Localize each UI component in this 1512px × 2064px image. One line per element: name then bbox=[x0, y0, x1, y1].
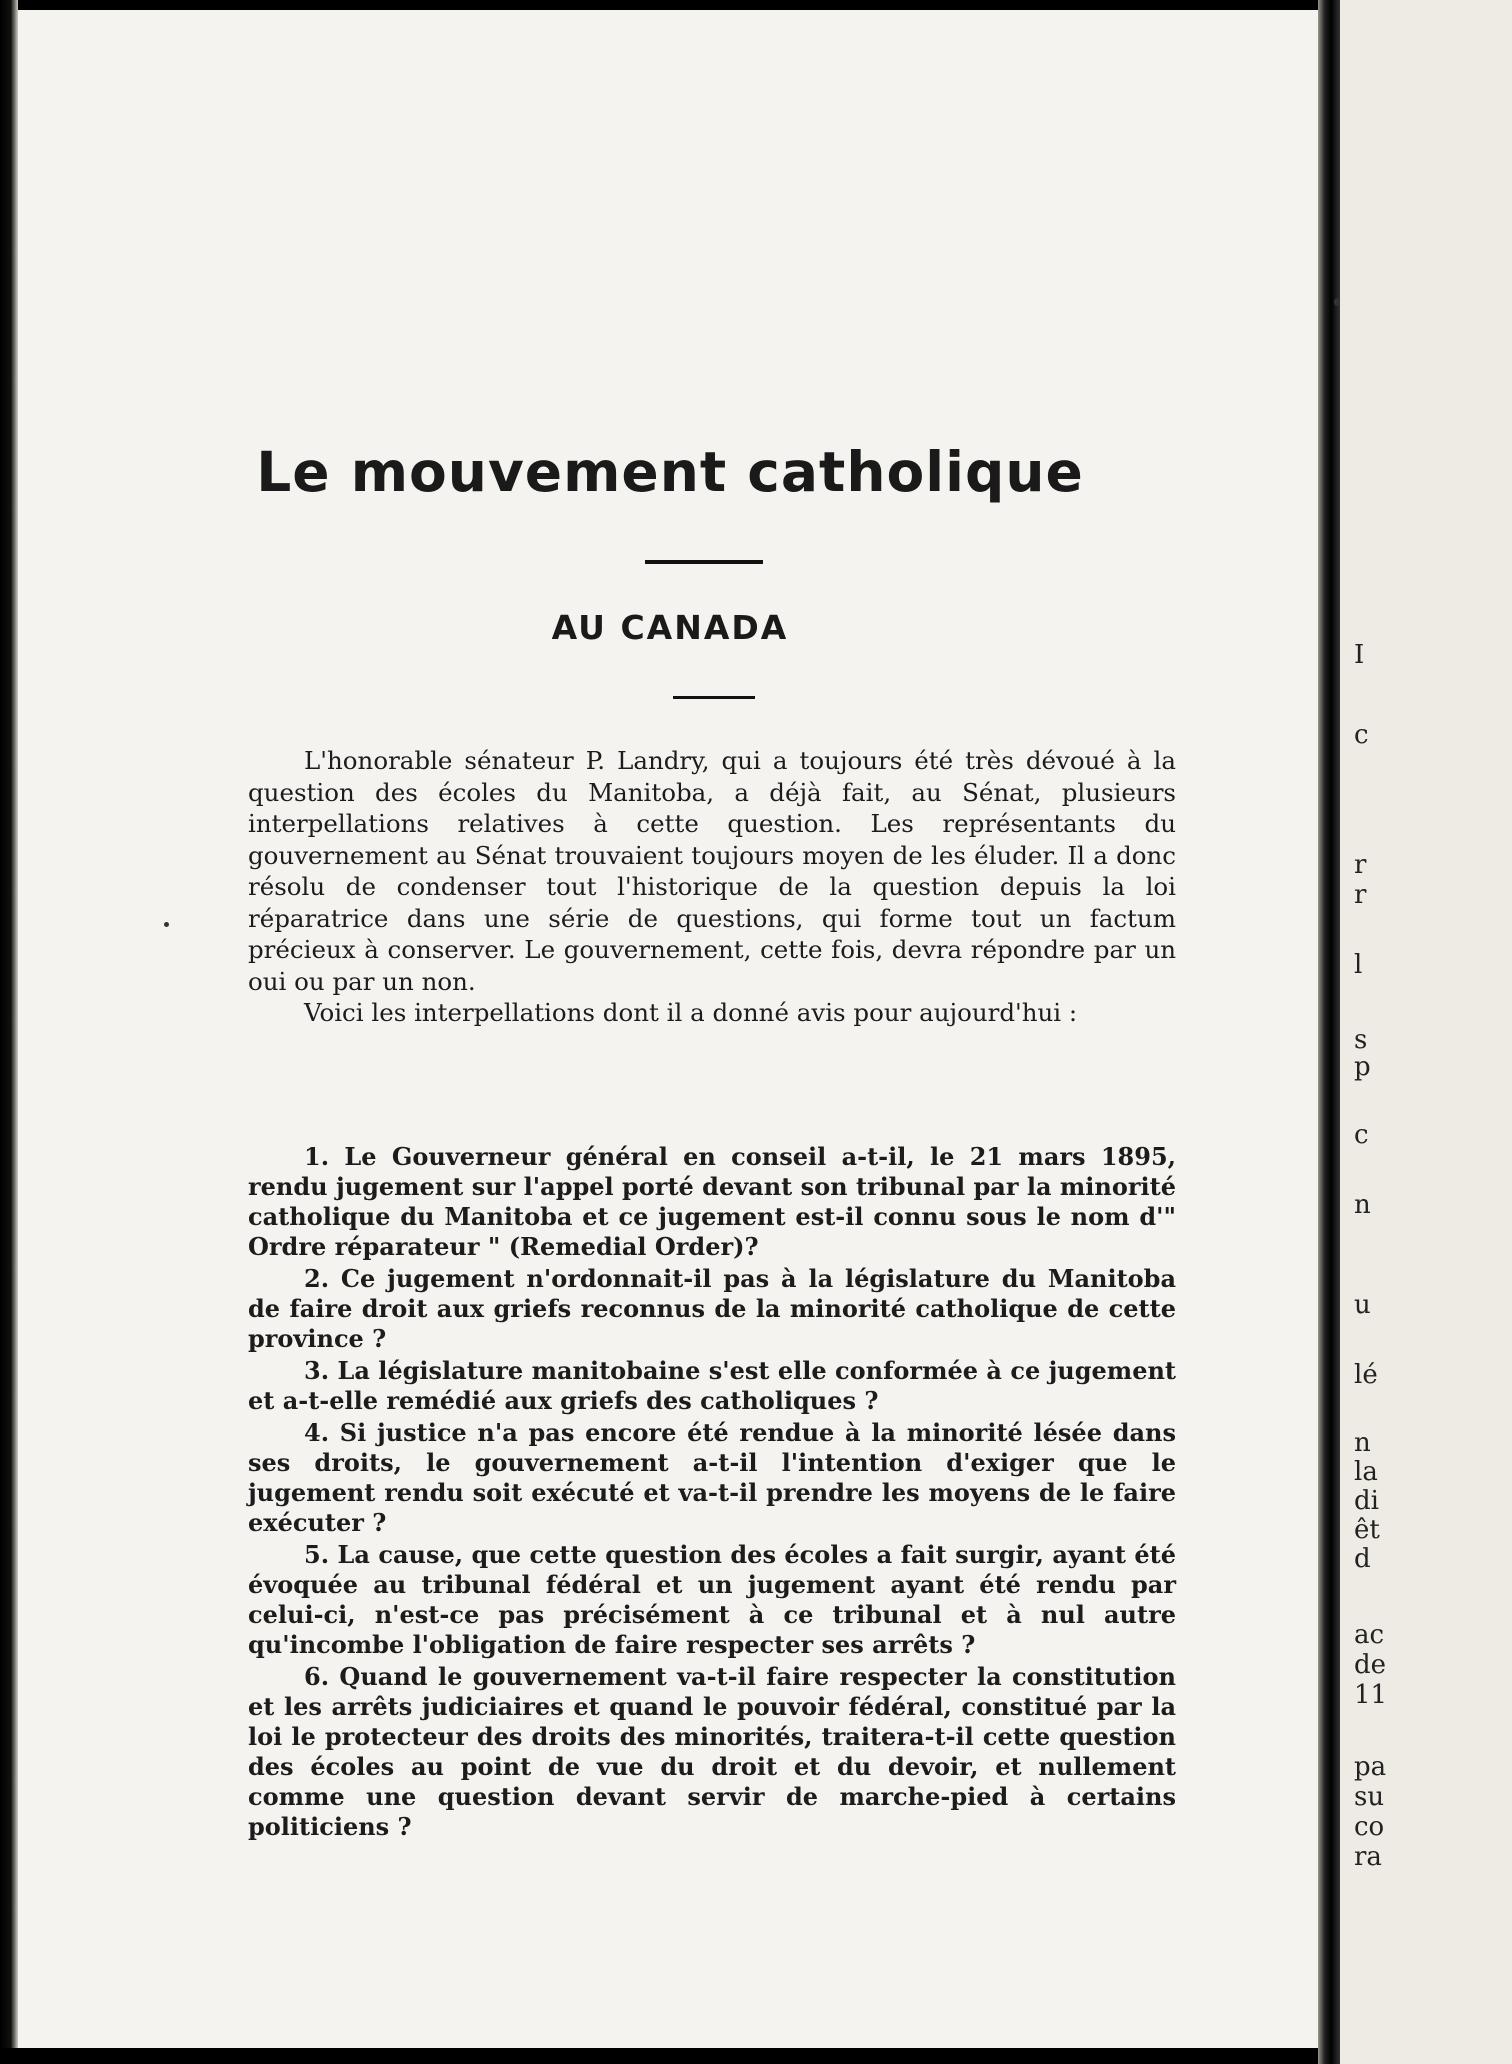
margin-fragment: r bbox=[1354, 880, 1367, 910]
facing-page-fragment bbox=[1340, 0, 1512, 2064]
margin-fragment: la bbox=[1354, 1457, 1378, 1487]
margin-fragment: c bbox=[1354, 1120, 1369, 1150]
intro-paragraph: Voici les interpellations dont il a donné avis pour aujourd'hui : bbox=[304, 998, 1078, 1027]
margin-fragment: n bbox=[1354, 1190, 1371, 1220]
margin-fragment: l bbox=[1354, 950, 1363, 980]
page-title: Le mouvement catholique bbox=[256, 440, 1084, 504]
margin-fragment: pa bbox=[1354, 1752, 1387, 1782]
margin-fragment: di bbox=[1354, 1486, 1379, 1516]
scan-speck bbox=[164, 922, 169, 927]
question-item: 5. La cause, que cette question des écoles a fait surgir, ayant été évoquée au tribunal fédéral et un jugement ayant été rendu par celui-ci, n'est-ce pas précisément à ce tribunal et à nul autre qu'incombe l'obligation de faire respecter ses arrêts ? bbox=[248, 1540, 1176, 1659]
page-subtitle: AU CANADA bbox=[551, 608, 789, 647]
margin-fragment: r bbox=[1354, 850, 1367, 880]
question-item: 2. Ce jugement n'ordonnait-il pas à la législature du Manitoba de faire droit aux griefs reconnus de la minorité catholique de cette province ? bbox=[248, 1264, 1176, 1353]
margin-fragment: s bbox=[1354, 1025, 1368, 1055]
margin-fragment: de bbox=[1354, 1650, 1387, 1680]
intro-paragraph: L'honorable sénateur P. Landry, qui a toujours été très dévoué à la question des écoles du Manitoba, a déjà fait, au Sénat, plusieurs interpellations relatives à cette question. Les représentants du gouvernement au Sénat trouvaient toujours moyen de les éluder. Il a donc résolu de condenser tout l'historique de la question depuis la loi réparatrice dans une série de questions, qui forme tout un factum précieux à conserver. Le gouvernement, cette fois, devra répondre par un oui ou par un non. bbox=[248, 746, 1176, 996]
question-list bbox=[248, 1142, 1176, 1844]
scan-border-left bbox=[0, 0, 18, 2064]
margin-fragment: su bbox=[1354, 1782, 1385, 1812]
margin-fragment: 11 bbox=[1354, 1680, 1388, 1710]
question-item: 6. Quand le gouvernement va-t-il faire respecter la constitution et les arrêts judiciaires et quand le pouvoir fédéral, constitué par la loi le protecteur des droits des minorités, traitera-t-il cette question des écoles au point de vue du droit et du devoir, et nullement comme une question devant servir de marche-pied à certains politiciens ? bbox=[248, 1662, 1176, 1841]
question-item: 1. Le Gouverneur général en conseil a-t-il, le 21 mars 1895, rendu jugement sur l'appel porté devant son tribunal par la minorité catholique du Manitoba et ce jugement est-il connu sous le nom d'" Ordre réparateur " (Remedial Order)? bbox=[248, 1142, 1176, 1261]
scan-speck bbox=[1334, 298, 1340, 306]
margin-fragment: I bbox=[1354, 640, 1365, 670]
question-item: 3. La législature manitobaine s'est elle conformée à ce jugement et a-t-elle remédié aux griefs des catholiques ? bbox=[248, 1356, 1176, 1415]
margin-fragment: c bbox=[1354, 720, 1369, 750]
book-gutter bbox=[1318, 0, 1340, 2064]
margin-fragment: êt bbox=[1354, 1515, 1380, 1545]
margin-fragment: d bbox=[1354, 1544, 1371, 1574]
intro-text bbox=[248, 745, 1176, 1029]
margin-fragment: n bbox=[1354, 1428, 1371, 1458]
margin-fragment: co bbox=[1354, 1812, 1385, 1842]
title-divider bbox=[645, 560, 763, 564]
margin-fragment: lé bbox=[1354, 1360, 1378, 1390]
scan-border-top bbox=[0, 0, 1512, 10]
question-item: 4. Si justice n'a pas encore été rendue à la minorité lésée dans ses droits, le gouvernement a-t-il l'intention d'exiger que le jugement rendu soit exécuté et va-t-il prendre les moyens de le faire exécuter ? bbox=[248, 1418, 1176, 1537]
margin-fragment: p bbox=[1354, 1052, 1371, 1082]
subtitle-divider bbox=[673, 696, 755, 699]
margin-fragment: ra bbox=[1354, 1842, 1382, 1872]
scan-border-bottom bbox=[0, 2048, 1512, 2064]
margin-fragment: u bbox=[1354, 1290, 1371, 1320]
margin-fragment: ac bbox=[1354, 1620, 1385, 1650]
